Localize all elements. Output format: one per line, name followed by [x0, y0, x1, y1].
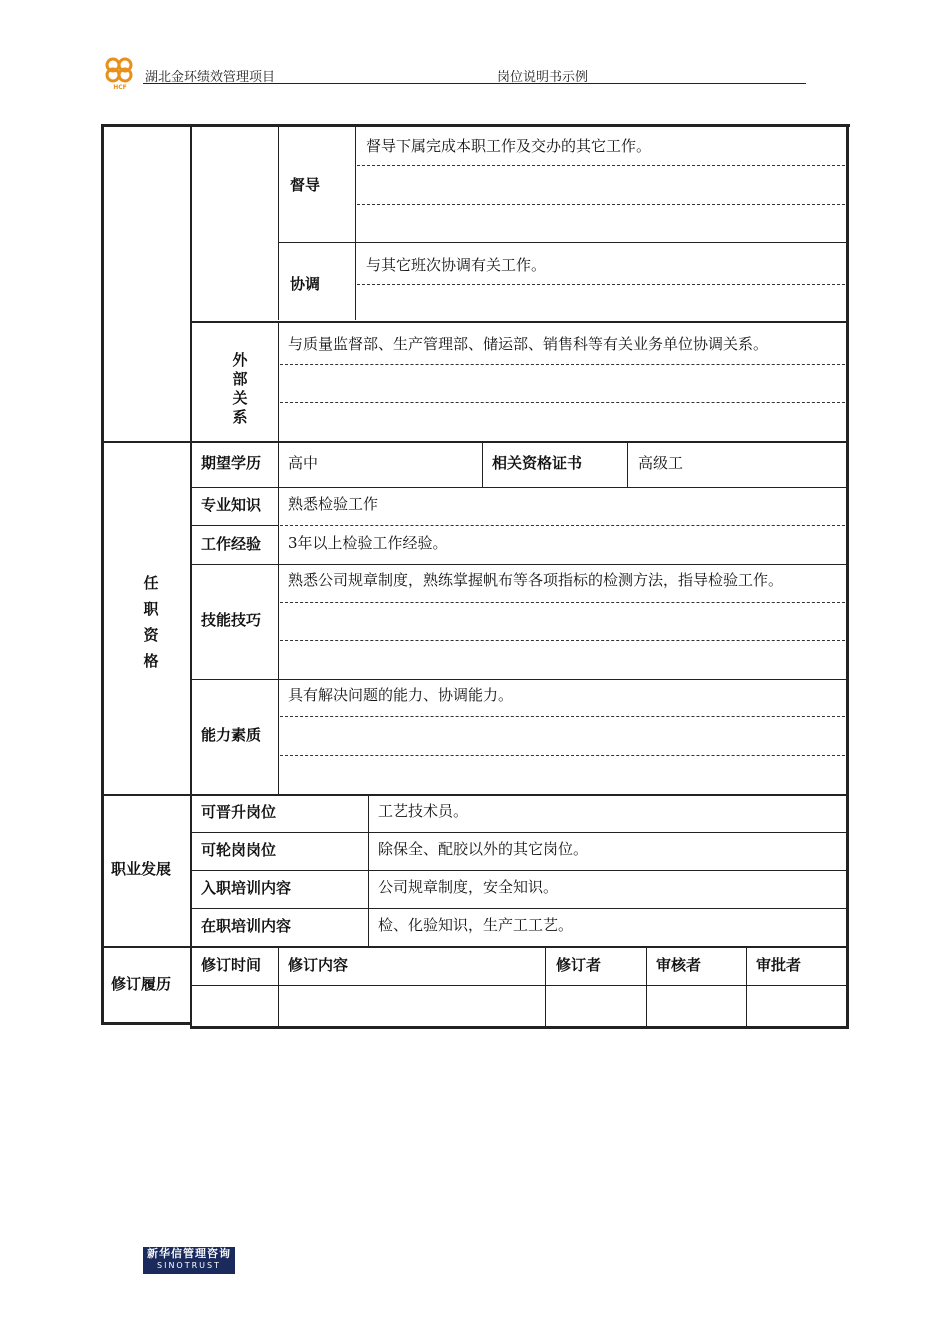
revision-label: 修订履历	[111, 975, 172, 993]
onboarding-training-value: 公司规章制度，安全知识。	[378, 878, 559, 896]
external-label: 外 部 关 系	[232, 351, 248, 426]
certificate-label: 相关资格证书	[492, 454, 583, 472]
rotation-label: 可轮岗岗位	[201, 841, 277, 859]
promotion-value: 工艺技术员。	[378, 802, 469, 820]
education-value: 高中	[288, 454, 319, 472]
divider	[280, 602, 845, 603]
document-title: 岗位说明书示例	[497, 70, 589, 85]
onjob-training-value: 检、化验知识，生产工工艺。	[378, 916, 574, 934]
revision-col-content: 修订内容	[288, 956, 349, 974]
revision-col-approver: 审批者	[756, 956, 802, 974]
divider	[357, 165, 845, 166]
education-label: 期望学历	[201, 454, 262, 472]
divider	[280, 402, 845, 403]
divider	[280, 755, 845, 756]
divider	[280, 525, 845, 526]
divider	[280, 364, 845, 365]
company-logo	[100, 54, 140, 90]
header-rule	[143, 83, 806, 84]
supervise-text: 督导下属完成本职工作及交办的其它工作。	[366, 137, 652, 155]
knowledge-label: 专业知识	[201, 496, 262, 514]
divider	[280, 716, 845, 717]
revision-col-reviewer: 审核者	[656, 956, 702, 974]
experience-value: 3年以上检验工作经验。	[288, 534, 448, 552]
divider	[357, 284, 845, 285]
skills-label: 技能技巧	[201, 611, 262, 629]
sinotrust-logo: 新华信管理咨询 SINOTRUST	[143, 1247, 235, 1274]
external-text: 与质量监督部、生产管理部、储运部、销售科等有关业务单位协调关系。	[288, 335, 769, 353]
onboarding-training-label: 入职培训内容	[201, 879, 292, 897]
ability-value: 具有解决问题的能力、协调能力。	[288, 686, 514, 704]
project-name: 湖北金环绩效管理项目	[145, 70, 276, 85]
logo-text: HCF	[113, 84, 127, 90]
coordinate-text: 与其它班次协调有关工作。	[366, 256, 547, 274]
qualifications-label: 任 职 资 格	[143, 574, 159, 670]
ability-label: 能力素质	[201, 726, 262, 744]
knowledge-value: 熟悉检验工作	[288, 495, 379, 513]
experience-label: 工作经验	[201, 535, 262, 553]
revision-col-reviser: 修订者	[556, 956, 602, 974]
supervise-label: 督导	[290, 176, 321, 194]
skills-value: 熟悉公司规章制度，熟练掌握帆布等各项指标的检测方法，指导检验工作。	[288, 571, 784, 589]
coordinate-label: 协调	[290, 275, 321, 293]
promotion-label: 可晋升岗位	[201, 803, 277, 821]
certificate-value: 高级工	[638, 454, 684, 472]
divider	[280, 640, 845, 641]
divider	[357, 204, 845, 205]
onjob-training-label: 在职培训内容	[201, 917, 292, 935]
revision-col-time: 修订时间	[201, 956, 262, 974]
career-label: 职业发展	[111, 860, 172, 878]
rotation-value: 除保全、配胶以外的其它岗位。	[378, 840, 589, 858]
